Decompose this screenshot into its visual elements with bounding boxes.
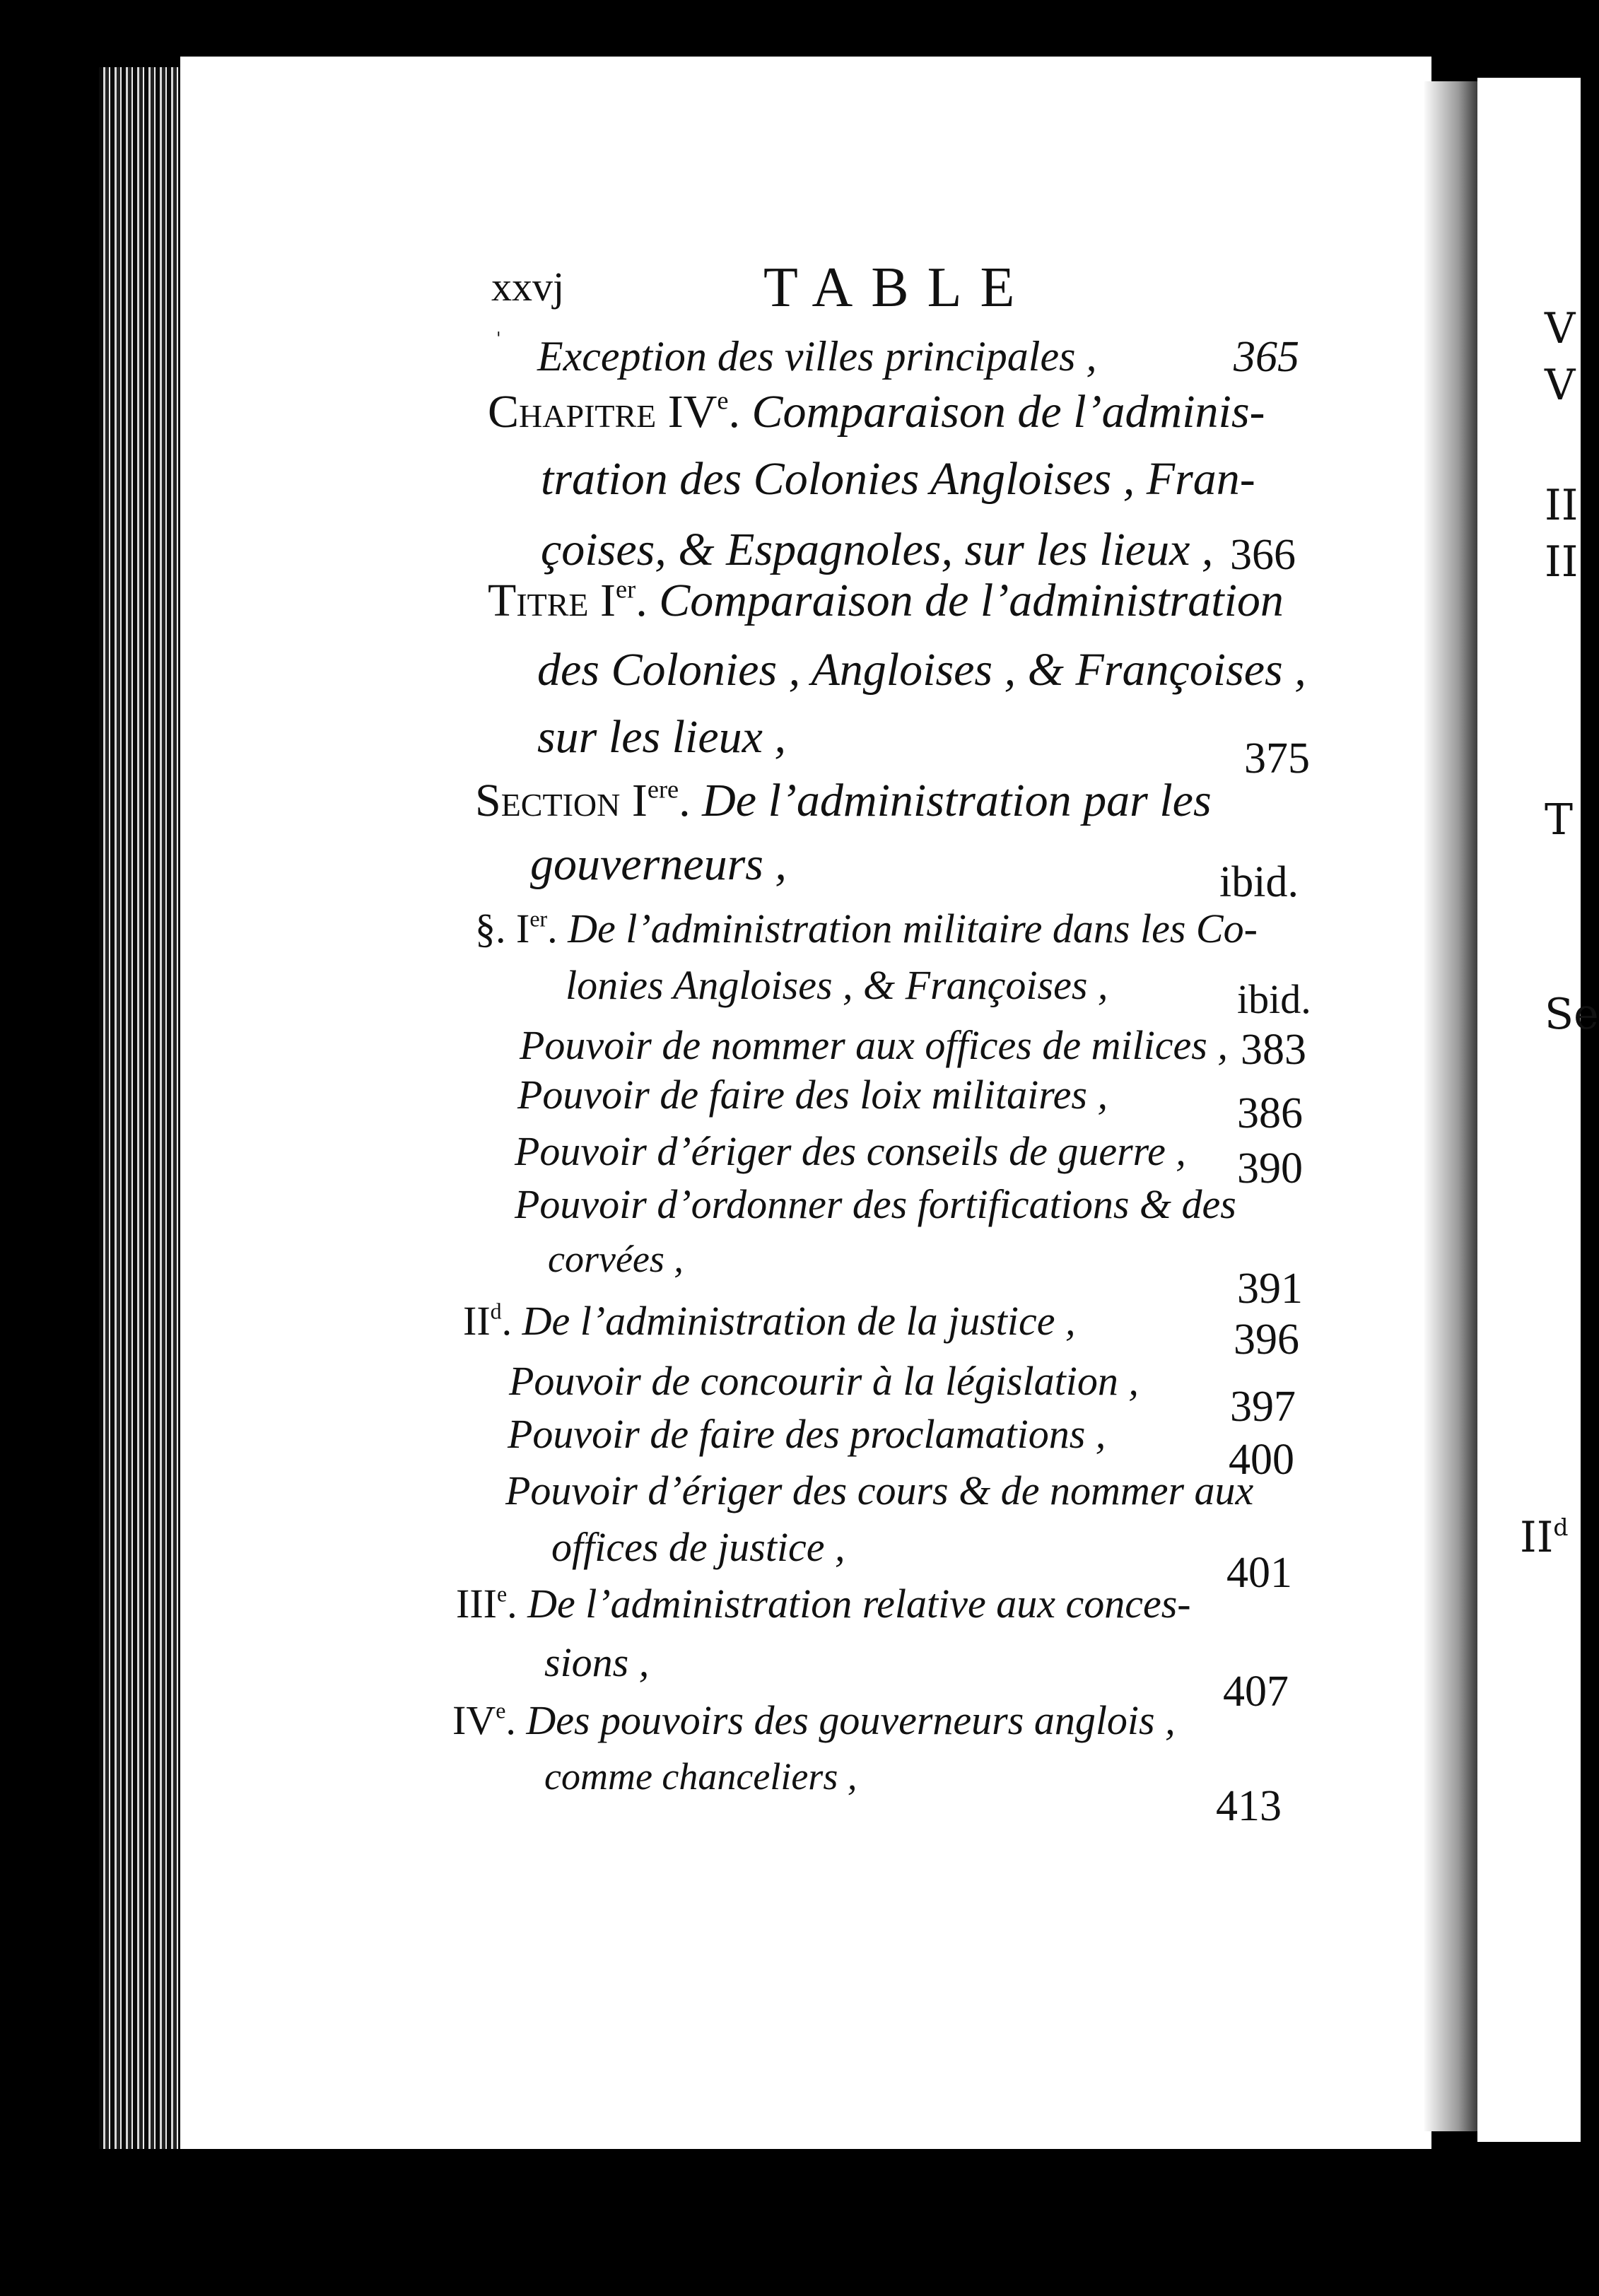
toc-line: Pouvoir de faire des loix militaires , [517,1072,1108,1118]
toc-page-number: ibid. [1219,858,1299,906]
page-header [0,257,1581,334]
toc-line: corvées , [548,1238,684,1280]
toc-page-number: 413 [1216,1782,1282,1830]
toc-entry-heading: IIIe. De l’administration relative aux conces- [456,1581,1191,1627]
facing-fragment: Se [1545,990,1599,1039]
toc-page-number: 401 [1226,1549,1292,1597]
toc-line: Pouvoir d’ériger des cours & de nommer aux [505,1468,1254,1513]
toc-page-number: 390 [1237,1144,1303,1193]
toc-line: Pouvoir d’ordonner des fortifications & des [515,1181,1236,1227]
toc-page-number: 366 [1230,531,1296,579]
toc-line: offices de justice , [551,1524,845,1570]
book-gutter [1424,81,1481,2131]
facing-fragment: II [1545,537,1578,587]
toc-entry-heading: Section Iere. De l’administration par les [475,775,1212,826]
toc-page-number: 365 [1234,333,1299,381]
toc-line: çoises, & Espagnoles, sur les lieux , [541,524,1214,575]
toc-line: tration des Colonies Angloises , Fran- [541,453,1255,505]
facing-fragment: II [1545,481,1578,530]
toc-line: Exception des villes principales , [537,333,1097,380]
toc-line: Pouvoir de concourir à la législation , [509,1358,1139,1404]
toc-page-number: 383 [1241,1026,1306,1074]
facing-fragment: V [1545,304,1576,353]
toc-line: gouverneurs , [530,838,787,890]
facing-fragment: V [1545,361,1576,410]
toc-entry-heading: Titre Ier. Comparaison de l’administration [488,575,1284,626]
page-title: TABLE [763,257,1033,319]
facing-fragment: T [1545,795,1574,845]
toc-page-number: 375 [1244,734,1310,783]
toc-line: Pouvoir d’ériger des conseils de guerre , [515,1128,1186,1174]
toc-line: des Colonies , Angloises , & Françoises , [537,644,1306,696]
toc-line: sur les lieux , [537,711,786,763]
toc-page-number: ibid. [1237,976,1311,1022]
toc-line: sions , [544,1639,650,1685]
toc-page-number: 386 [1237,1089,1303,1137]
page-folio: xxvj [491,264,565,310]
toc-entry-heading: §. Ier. De l’administration militaire dans les Co- [475,906,1258,951]
toc-line: lonies Angloises , & Françoises , [566,962,1108,1008]
toc-entry-heading: $II^d$. De l’administration de la justice , [463,1298,1076,1344]
printer-mark: ' [496,329,501,348]
toc-page-number: 396 [1234,1316,1299,1364]
toc-page-number: 391 [1237,1265,1303,1313]
toc-page-number: 407 [1223,1668,1289,1716]
toc-entry-heading: Chapitre IVe. Comparaison de l’adminis- [488,386,1265,438]
toc-page-number: 400 [1229,1436,1294,1484]
toc-entry-heading: IVe. Des pouvoirs des gouverneurs anglois , [452,1697,1176,1743]
toc-line: Pouvoir de faire des proclamations , [508,1411,1106,1457]
toc-page-number: 397 [1230,1383,1296,1431]
toc-line: Pouvoir de nommer aux offices de milices , [520,1022,1228,1068]
toc-line: comme chanceliers , [544,1755,857,1798]
facing-fragment: $II^d$ [1520,1513,1569,1562]
